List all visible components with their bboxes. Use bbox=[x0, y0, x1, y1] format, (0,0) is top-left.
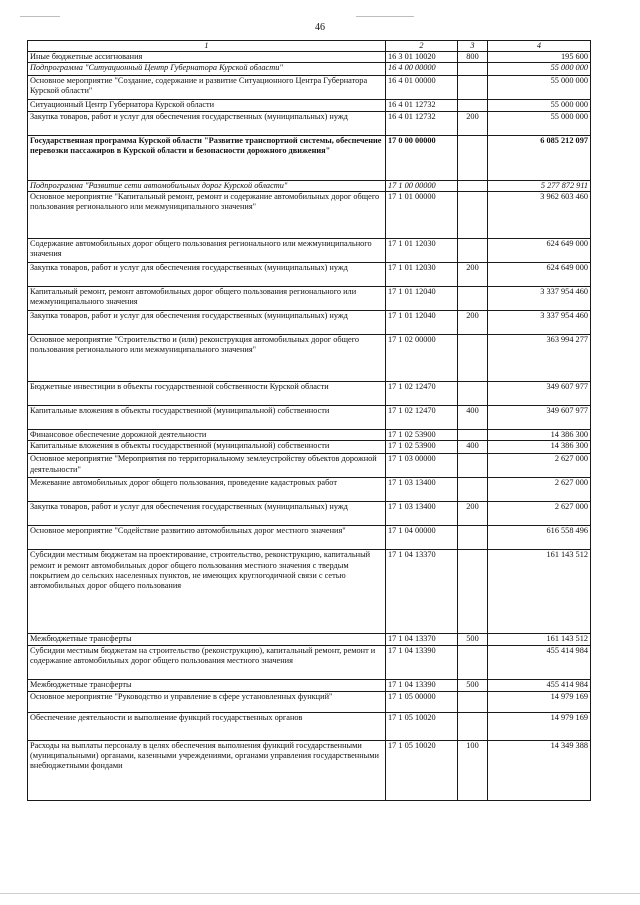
row-code-cell: 17 1 03 00000 bbox=[386, 454, 458, 478]
row-sum-cell: 6 085 212 097 bbox=[488, 136, 591, 181]
row-vr-cell bbox=[458, 287, 488, 311]
row-name-cell: Расходы на выплаты персоналу в целях обеспечения выполнения функций государственными (муниципальными) органами, казенными учреждениями, органами управления государственными внебюджетными фондами bbox=[28, 740, 386, 800]
page-number: 46 bbox=[315, 22, 325, 33]
row-sum-cell: 349 607 977 bbox=[488, 382, 591, 406]
row-vr-cell bbox=[458, 478, 488, 502]
row-code-cell: 17 1 02 00000 bbox=[386, 335, 458, 382]
row-vr-cell bbox=[458, 335, 488, 382]
row-vr-cell bbox=[458, 192, 488, 239]
row-name-cell: Основное мероприятие "Создание, содержание и развитие Ситуационного Центра Губернатора Курской области" bbox=[28, 76, 386, 100]
table-row bbox=[28, 691, 591, 712]
table-row bbox=[28, 192, 591, 239]
row-sum-cell: 363 994 277 bbox=[488, 335, 591, 382]
row-code-cell: 16 3 01 10020 bbox=[386, 52, 458, 63]
row-code-cell: 17 1 05 00000 bbox=[386, 691, 458, 712]
row-code-cell: 17 1 01 12030 bbox=[386, 263, 458, 287]
row-code-cell: 17 1 01 12040 bbox=[386, 287, 458, 311]
row-sum-cell: 14 979 169 bbox=[488, 691, 591, 712]
row-code-cell: 17 1 04 13390 bbox=[386, 679, 458, 691]
row-vr-cell: 400 bbox=[458, 406, 488, 430]
table-row bbox=[28, 335, 591, 382]
header-col-code: 2 bbox=[386, 41, 458, 52]
row-code-cell: 17 1 02 53900 bbox=[386, 430, 458, 441]
row-vr-cell: 100 bbox=[458, 740, 488, 800]
row-sum-cell: 3 962 603 460 bbox=[488, 192, 591, 239]
row-name-cell: Закупка товаров, работ и услуг для обеспечения государственных (муниципальных) нужд bbox=[28, 311, 386, 335]
row-vr-cell bbox=[458, 550, 488, 634]
row-code-cell: 16 4 01 00000 bbox=[386, 76, 458, 100]
table-row bbox=[28, 430, 591, 441]
table-row bbox=[28, 52, 591, 63]
row-sum-cell: 2 627 000 bbox=[488, 454, 591, 478]
row-sum-cell: 2 627 000 bbox=[488, 478, 591, 502]
row-vr-cell bbox=[458, 63, 488, 76]
row-name-cell: Закупка товаров, работ и услуг для обеспечения государственных (муниципальных) нужд bbox=[28, 112, 386, 136]
table-row bbox=[28, 634, 591, 645]
table-row bbox=[28, 550, 591, 634]
row-vr-cell: 800 bbox=[458, 52, 488, 63]
row-code-cell: 17 1 01 00000 bbox=[386, 192, 458, 239]
table-row bbox=[28, 645, 591, 679]
scan-mark-right bbox=[356, 16, 414, 17]
row-vr-cell: 400 bbox=[458, 441, 488, 454]
row-code-cell: 17 1 04 13390 bbox=[386, 645, 458, 679]
row-sum-cell: 55 000 000 bbox=[488, 63, 591, 76]
row-code-cell: 17 1 02 12470 bbox=[386, 382, 458, 406]
row-name-cell: Межбюджетные трансферты bbox=[28, 679, 386, 691]
table-row bbox=[28, 526, 591, 550]
row-sum-cell: 14 349 388 bbox=[488, 740, 591, 800]
row-code-cell: 17 1 02 12470 bbox=[386, 406, 458, 430]
row-code-cell: 17 1 04 13370 bbox=[386, 634, 458, 645]
row-name-cell: Капитальные вложения в объекты государственной (муниципальной) собственности bbox=[28, 441, 386, 454]
row-sum-cell: 624 649 000 bbox=[488, 239, 591, 263]
row-name-cell: Закупка товаров, работ и услуг для обеспечения государственных (муниципальных) нужд bbox=[28, 263, 386, 287]
table-row bbox=[28, 287, 591, 311]
row-sum-cell: 195 600 bbox=[488, 52, 591, 63]
scan-mark-left bbox=[20, 16, 60, 17]
row-sum-cell: 55 000 000 bbox=[488, 76, 591, 100]
row-sum-cell: 161 143 512 bbox=[488, 550, 591, 634]
table-row bbox=[28, 112, 591, 136]
row-vr-cell bbox=[458, 691, 488, 712]
row-sum-cell: 55 000 000 bbox=[488, 112, 591, 136]
row-name-cell: Иные бюджетные ассигнования bbox=[28, 52, 386, 63]
table-row bbox=[28, 181, 591, 192]
row-vr-cell: 200 bbox=[458, 311, 488, 335]
row-vr-cell bbox=[458, 100, 488, 112]
row-vr-cell bbox=[458, 645, 488, 679]
table-row bbox=[28, 679, 591, 691]
row-vr-cell bbox=[458, 136, 488, 181]
row-sum-cell: 3 337 954 460 bbox=[488, 287, 591, 311]
table-row bbox=[28, 740, 591, 800]
row-vr-cell bbox=[458, 181, 488, 192]
row-name-cell: Основное мероприятие "Мероприятия по территориальному землеустройству объектов дорожной деятельности" bbox=[28, 454, 386, 478]
row-sum-cell: 455 414 984 bbox=[488, 645, 591, 679]
row-vr-cell: 200 bbox=[458, 502, 488, 526]
table-row bbox=[28, 406, 591, 430]
table-row bbox=[28, 502, 591, 526]
header-col-vr: 3 bbox=[458, 41, 488, 52]
table-row bbox=[28, 136, 591, 181]
row-code-cell: 17 1 01 12040 bbox=[386, 311, 458, 335]
row-name-cell: Основное мероприятие "Руководство и управление в сфере установленных функций" bbox=[28, 691, 386, 712]
table-row bbox=[28, 63, 591, 76]
row-vr-cell bbox=[458, 454, 488, 478]
row-sum-cell: 2 627 000 bbox=[488, 502, 591, 526]
row-sum-cell: 3 337 954 460 bbox=[488, 311, 591, 335]
row-vr-cell: 200 bbox=[458, 112, 488, 136]
row-code-cell: 17 1 03 13400 bbox=[386, 502, 458, 526]
row-code-cell: 17 1 05 10020 bbox=[386, 712, 458, 740]
row-name-cell: Основное мероприятие "Капитальный ремонт, ремонт и содержание автомобильных дорог общего пользования регионального или межмуниципального значения" bbox=[28, 192, 386, 239]
row-code-cell: 17 1 04 00000 bbox=[386, 526, 458, 550]
row-name-cell: Подпрограмма "Ситуационный Центр Губернатора Курской области" bbox=[28, 63, 386, 76]
row-name-cell: Капитальный ремонт, ремонт автомобильных дорог общего пользования регионального или межмуниципального значения bbox=[28, 287, 386, 311]
row-name-cell: Финансовое обеспечение дорожной деятельности bbox=[28, 430, 386, 441]
row-name-cell: Ситуационный Центр Губернатора Курской области bbox=[28, 100, 386, 112]
table-row bbox=[28, 441, 591, 454]
row-code-cell: 17 1 05 10020 bbox=[386, 740, 458, 800]
row-sum-cell: 624 649 000 bbox=[488, 263, 591, 287]
table-row bbox=[28, 76, 591, 100]
header-col-sum: 4 bbox=[488, 41, 591, 52]
table-row bbox=[28, 311, 591, 335]
row-name-cell: Субсидии местным бюджетам на проектирование, строительство, реконструкцию, капитальный ремонт и ремонт автомобильных дорог общего пользования местного значения с твердым покрытием до сельских населенных пунктов, не имеющих круглогодичной связи с сетью автомобильных дорог общего пользования bbox=[28, 550, 386, 634]
row-code-cell: 17 1 03 13400 bbox=[386, 478, 458, 502]
row-sum-cell: 55 000 000 bbox=[488, 100, 591, 112]
row-name-cell: Основное мероприятие "Строительство и (или) реконструкция автомобильных дорог общего пользования регионального или межмуниципального значения" bbox=[28, 335, 386, 382]
row-sum-cell: 14 386 300 bbox=[488, 441, 591, 454]
row-code-cell: 17 1 02 53900 bbox=[386, 441, 458, 454]
row-name-cell: Бюджетные инвестиции в объекты государственной собственности Курской области bbox=[28, 382, 386, 406]
row-name-cell: Капитальные вложения в объекты государственной (муниципальной) собственности bbox=[28, 406, 386, 430]
row-vr-cell bbox=[458, 76, 488, 100]
table-row bbox=[28, 454, 591, 478]
row-name-cell: Субсидии местным бюджетам на строительство (реконструкцию), капитальный ремонт, ремонт и содержание автомобильных дорог общего пользования местного значения bbox=[28, 645, 386, 679]
row-vr-cell bbox=[458, 430, 488, 441]
row-sum-cell: 5 277 872 911 bbox=[488, 181, 591, 192]
row-code-cell: 16 4 00 00000 bbox=[386, 63, 458, 76]
row-name-cell: Обеспечение деятельности и выполнение функций государственных органов bbox=[28, 712, 386, 740]
row-code-cell: 16 4 01 12732 bbox=[386, 112, 458, 136]
row-vr-cell: 500 bbox=[458, 679, 488, 691]
table-body bbox=[28, 52, 591, 800]
row-code-cell: 16 4 01 12732 bbox=[386, 100, 458, 112]
table-row bbox=[28, 478, 591, 502]
row-vr-cell bbox=[458, 382, 488, 406]
header-row bbox=[28, 41, 591, 52]
row-code-cell: 17 0 00 00000 bbox=[386, 136, 458, 181]
row-name-cell: Содержание автомобильных дорог общего пользования регионального или межмуниципального значения bbox=[28, 239, 386, 263]
row-vr-cell bbox=[458, 526, 488, 550]
row-name-cell: Государственная программа Курской области "Развитие транспортной системы, обеспечение перевозки пассажиров в Курской области и безопасности дорожного движения" bbox=[28, 136, 386, 181]
row-name-cell: Основное мероприятие "Содействие развитию автомобильных дорог местного значения" bbox=[28, 526, 386, 550]
budget-table bbox=[27, 40, 591, 801]
row-vr-cell bbox=[458, 712, 488, 740]
row-name-cell: Межбюджетные трансферты bbox=[28, 634, 386, 645]
row-name-cell: Подпрограмма "Развитие сети автомобильных дорог Курской области" bbox=[28, 181, 386, 192]
row-vr-cell: 200 bbox=[458, 263, 488, 287]
table-row bbox=[28, 100, 591, 112]
row-code-cell: 17 1 00 00000 bbox=[386, 181, 458, 192]
table-row bbox=[28, 382, 591, 406]
row-code-cell: 17 1 04 13370 bbox=[386, 550, 458, 634]
row-sum-cell: 14 979 169 bbox=[488, 712, 591, 740]
row-name-cell: Закупка товаров, работ и услуг для обеспечения государственных (муниципальных) нужд bbox=[28, 502, 386, 526]
page-bottom-edge bbox=[0, 893, 640, 894]
header-col-name: 1 bbox=[28, 41, 386, 52]
row-code-cell: 17 1 01 12030 bbox=[386, 239, 458, 263]
table-row bbox=[28, 239, 591, 263]
table-row bbox=[28, 263, 591, 287]
row-vr-cell bbox=[458, 239, 488, 263]
row-sum-cell: 14 386 300 bbox=[488, 430, 591, 441]
row-vr-cell: 500 bbox=[458, 634, 488, 645]
row-sum-cell: 616 558 496 bbox=[488, 526, 591, 550]
table-row bbox=[28, 712, 591, 740]
row-sum-cell: 161 143 512 bbox=[488, 634, 591, 645]
row-sum-cell: 455 414 984 bbox=[488, 679, 591, 691]
row-sum-cell: 349 607 977 bbox=[488, 406, 591, 430]
row-name-cell: Межевание автомобильных дорог общего пользования, проведение кадастровых работ bbox=[28, 478, 386, 502]
